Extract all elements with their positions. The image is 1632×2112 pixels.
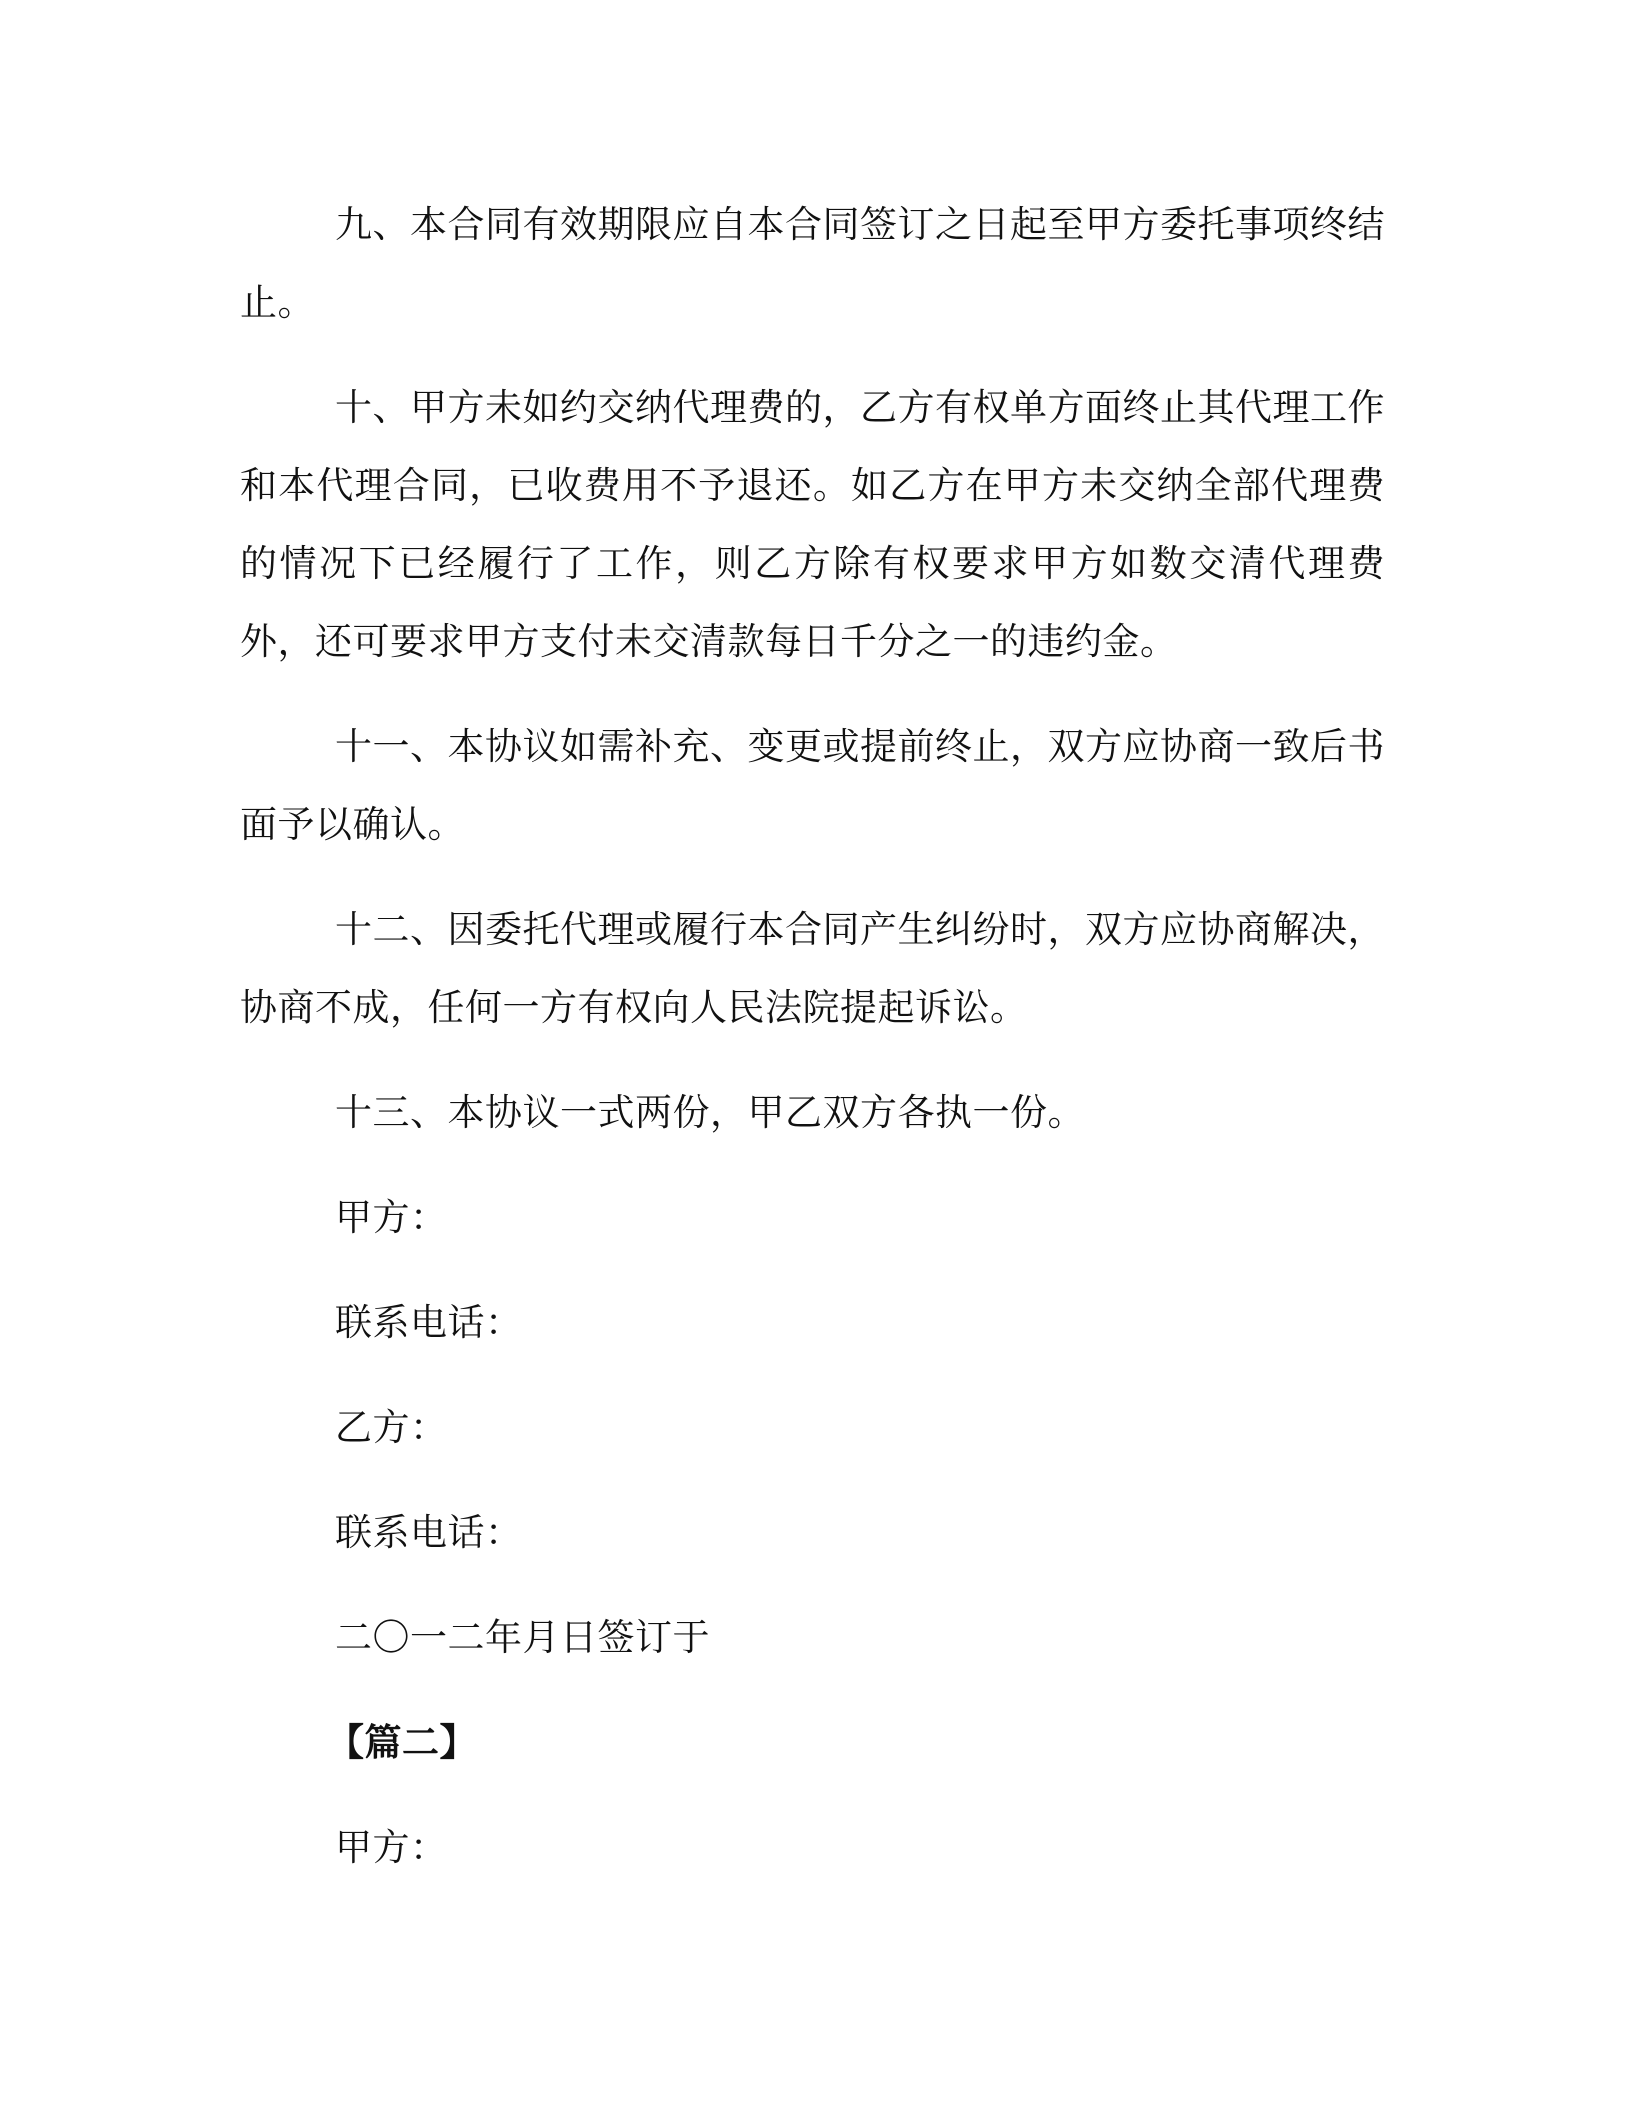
clause-nine: 九、本合同有效期限应自本合同签订之日起至甲方委托事项终结止。 [240, 203, 1385, 324]
party-a-label: 甲方： [335, 1196, 448, 1239]
clause-twelve: 十二、因委托代理或履行本合同产生纠纷时，双方应协商解决，协商不成，任何一方有权向人民法院提起诉讼。 [240, 908, 1385, 1029]
signing-date-line: 二〇一二年月日签订于 [335, 1616, 710, 1659]
party-b-phone-label: 联系电话： [335, 1511, 523, 1554]
clause-eleven: 十一、本协议如需补充、变更或提前终止，双方应协商一致后书面予以确认。 [240, 725, 1385, 846]
clause-ten: 十、甲方未如约交纳代理费的，乙方有权单方面终止其代理工作和本代理合同，已收费用不予退还。如乙方在甲方未交纳全部代理费的情况下已经履行了工作，则乙方除有权要求甲方如数交清代理费外，还可要求甲方支付未交清款每日千分之一的违约金。 [240, 386, 1385, 663]
party-b-label: 乙方： [335, 1406, 448, 1449]
section-two-title: 【篇二】 [327, 1721, 477, 1764]
contract-body [240, 186, 1385, 1887]
clause-thirteen: 十三、本协议一式两份，甲乙双方各执一份。 [335, 1091, 1085, 1134]
party-a-phone-label: 联系电话： [335, 1301, 523, 1344]
section-two-party-a-label: 甲方： [335, 1826, 448, 1869]
